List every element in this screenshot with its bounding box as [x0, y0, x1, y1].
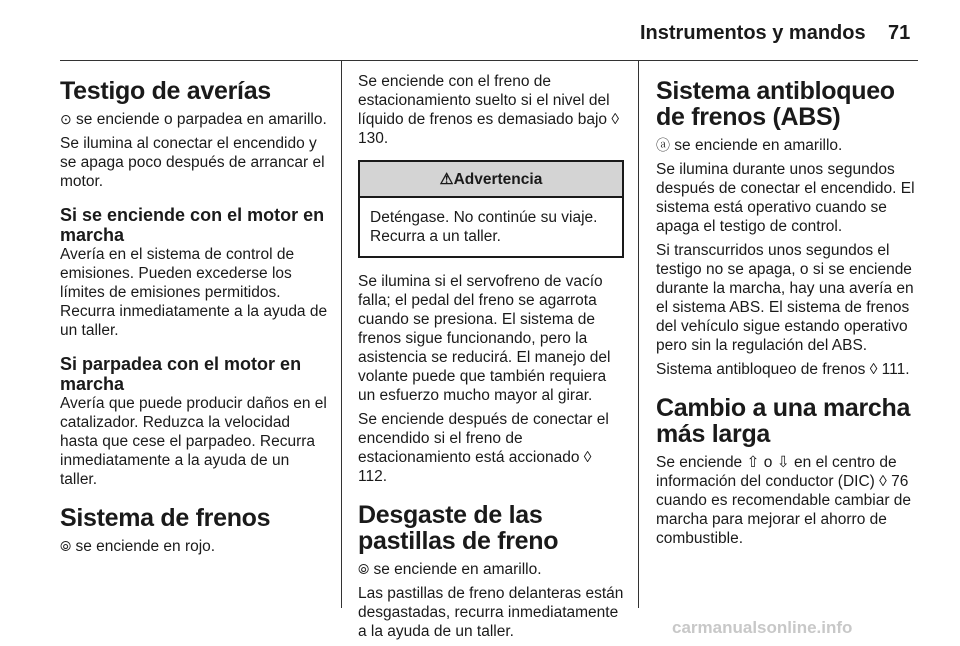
paragraph-motor-marcha: Avería en el sistema de control de emisiones. Pueden excederse los límites de emisiones permitidos. Recurra inmediatamente a la ayuda de un taller.: [60, 246, 328, 339]
heading-sistema-frenos: Sistema de frenos: [60, 504, 271, 532]
paragraph-cambio: [656, 453, 922, 548]
warning-title: Advertencia: [453, 171, 543, 188]
heading-desgaste-pastillas: Desgaste de las pastillas de freno: [358, 501, 559, 555]
paragraph-freno-estacionamiento: Se enciende con el freno de estacionamiento suelto si el nivel del líquido de frenos es demasiado bajo ◊ 130.: [358, 73, 619, 147]
paragraph-averias-1: [60, 110, 328, 129]
paragraph-abs-3: Si transcurridos unos segundos el testigo no se apaga, o si se enciende durante la marcha, hay una avería en el sistema ABS. El sistema de frenos del vehículo sigue estando operativo pero sin la regulación del ABS.: [656, 242, 914, 354]
abs-icon: ⓐ: [656, 137, 670, 153]
paragraph-cambio-text-b: o: [759, 454, 777, 471]
heading-abs: Sistema antibloqueo de frenos (ABS): [656, 77, 895, 131]
heading-parpadea: Si parpadea con el motor en marcha: [60, 354, 302, 394]
heading-motor-marcha: Si se enciende con el motor en marcha: [60, 205, 325, 245]
paragraph-servofreno: Se ilumina si el servofreno de vacío falla; el pedal del freno se agarrota cuando se presiona. El sistema de frenos sigue funcionando, pero la asistencia se reducirá. El manejo del volante puede que también requiera un esfuerzo mucho mayor al girar.: [358, 273, 611, 404]
column-left: [60, 60, 328, 561]
page-number: 71: [888, 22, 911, 44]
paragraph-pastillas-1: [358, 560, 624, 579]
paragraph-abs-1-text: se enciende en amarillo.: [670, 137, 843, 154]
paragraph-abs-1: [656, 136, 922, 155]
paragraph-pastillas-2: Las pastillas de freno delanteras están desgastadas, recurra inmediatamente a la ayuda de un taller.: [358, 585, 624, 640]
paragraph-averias-2: Se ilumina al conectar el encendido y se apaga poco después de arrancar el motor.: [60, 135, 325, 190]
warning-triangle-icon: ⚠: [439, 171, 454, 188]
paragraph-despues-encendido: Se enciende después de conectar el encendido si el freno de estacionamiento está accionado ◊ 112.: [358, 411, 609, 485]
running-header-title: Instrumentos y mandos: [640, 22, 866, 44]
brake-warning-icon: ⦾: [60, 538, 72, 554]
paragraph-averias-1-text: se enciende o parpadea en amarillo.: [71, 111, 327, 128]
shift-down-icon: ⇩: [776, 454, 790, 471]
column-divider-1: [341, 60, 342, 608]
warning-body: Deténgase. No continúe su viaje. Recurra a un taller.: [370, 209, 598, 245]
shift-up-icon: ⇧: [746, 454, 760, 471]
paragraph-abs-4: Sistema antibloqueo de frenos ◊ 111.: [656, 361, 910, 378]
warning-box: [358, 160, 624, 258]
heading-testigo-averias: Testigo de averías: [60, 77, 271, 105]
engine-warning-icon: ⊙: [60, 111, 72, 127]
column-divider-2: [638, 60, 639, 608]
column-middle: [358, 60, 624, 646]
paragraph-abs-2: Se ilumina durante unos segundos después de conectar el encendido. El sistema está operativo cuando se apaga el testigo de control.: [656, 161, 915, 235]
paragraph-frenos: [60, 537, 328, 556]
column-right: [656, 60, 922, 553]
warning-header: [360, 162, 622, 198]
paragraph-frenos-text: se enciende en rojo.: [71, 538, 216, 555]
paragraph-cambio-text-a: Se enciende: [656, 454, 747, 471]
paragraph-pastillas-1-text: se enciende en amarillo.: [369, 561, 542, 578]
brake-pad-icon: ⦾: [358, 561, 370, 577]
paragraph-cambio-text-c: en el centro de información del conductor (DIC) ◊ 76 cuando es recomendable cambiar de marcha para mejorar el ahorro de combustible.: [656, 454, 912, 547]
paragraph-parpadea: Avería que puede producir daños en el catalizador. Reduzca la velocidad hasta que cese el parpadeo. Recurra inmediatamente a la ayuda de un taller.: [60, 395, 327, 488]
watermark: carmanualsonline.info: [672, 618, 853, 637]
heading-cambio-marcha: Cambio a una marcha más larga: [656, 394, 911, 448]
